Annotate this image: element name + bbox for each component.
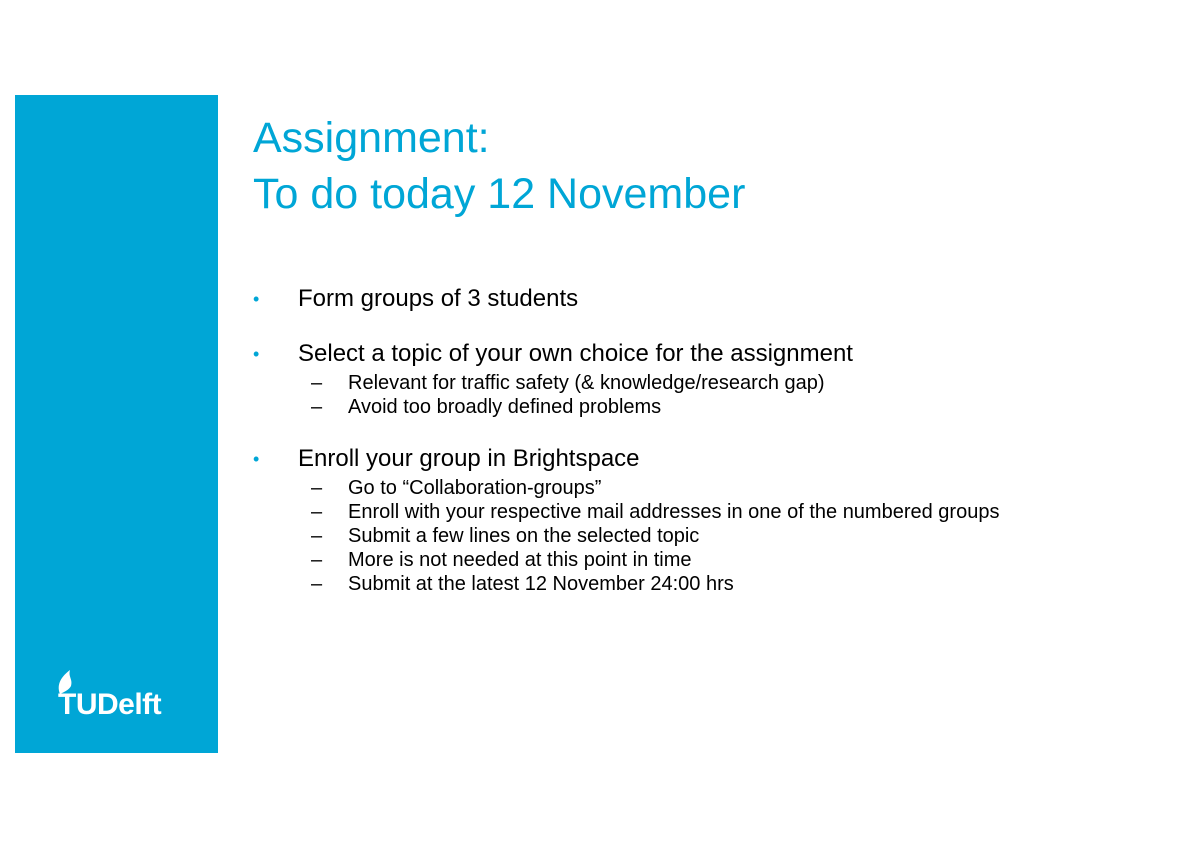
bullet-marker: • [253, 449, 260, 469]
brand-sidebar [15, 95, 218, 753]
sub-item-text: Avoid too broadly defined problems [348, 396, 662, 418]
list-item [253, 284, 1113, 314]
sub-item [253, 500, 1113, 524]
sub-item [253, 395, 1113, 419]
dash-marker: – [311, 372, 323, 394]
bullet-text: Enroll your group in Brightspace [298, 445, 640, 472]
dash-marker: – [311, 396, 323, 418]
sub-item-text: Go to “Collaboration-groups” [348, 477, 602, 499]
dash-marker: – [311, 501, 323, 523]
sub-item-text: Enroll with your respective mail addresses in one of the numbered groups [348, 501, 1000, 523]
sub-item [253, 524, 1113, 548]
title-line-1: Assignment: [253, 114, 490, 162]
bullet-group [253, 284, 1113, 314]
sub-item [253, 572, 1113, 596]
sub-item-text: Relevant for traffic safety (& knowledge/research gap) [348, 372, 825, 394]
bullet-group [253, 444, 1113, 596]
slide-title [253, 110, 745, 222]
dash-marker: – [311, 549, 323, 571]
sub-item [253, 371, 1113, 395]
sub-item-text: Submit a few lines on the selected topic [348, 525, 700, 547]
tudelft-logo-text: TUDelft [58, 688, 162, 721]
sub-item-text: Submit at the latest 12 November 24:00 hrs [348, 573, 734, 595]
dash-marker: – [311, 573, 323, 595]
bullet-list [253, 284, 1113, 621]
title-line-2: To do today 12 November [253, 170, 746, 218]
sub-item-text: More is not needed at this point in time [348, 549, 692, 571]
dash-marker: – [311, 525, 323, 547]
list-item [253, 444, 1113, 474]
sub-list [253, 476, 1113, 596]
bullet-marker: • [253, 344, 260, 364]
bullet-marker: • [253, 289, 260, 309]
sub-item [253, 476, 1113, 500]
list-item [253, 339, 1113, 369]
bullet-group [253, 339, 1113, 419]
dash-marker: – [311, 477, 323, 499]
bullet-text: Select a topic of your own choice for the assignment [298, 340, 853, 367]
bullet-text: Form groups of 3 students [298, 285, 579, 312]
sub-item [253, 548, 1113, 572]
sub-list [253, 371, 1113, 419]
